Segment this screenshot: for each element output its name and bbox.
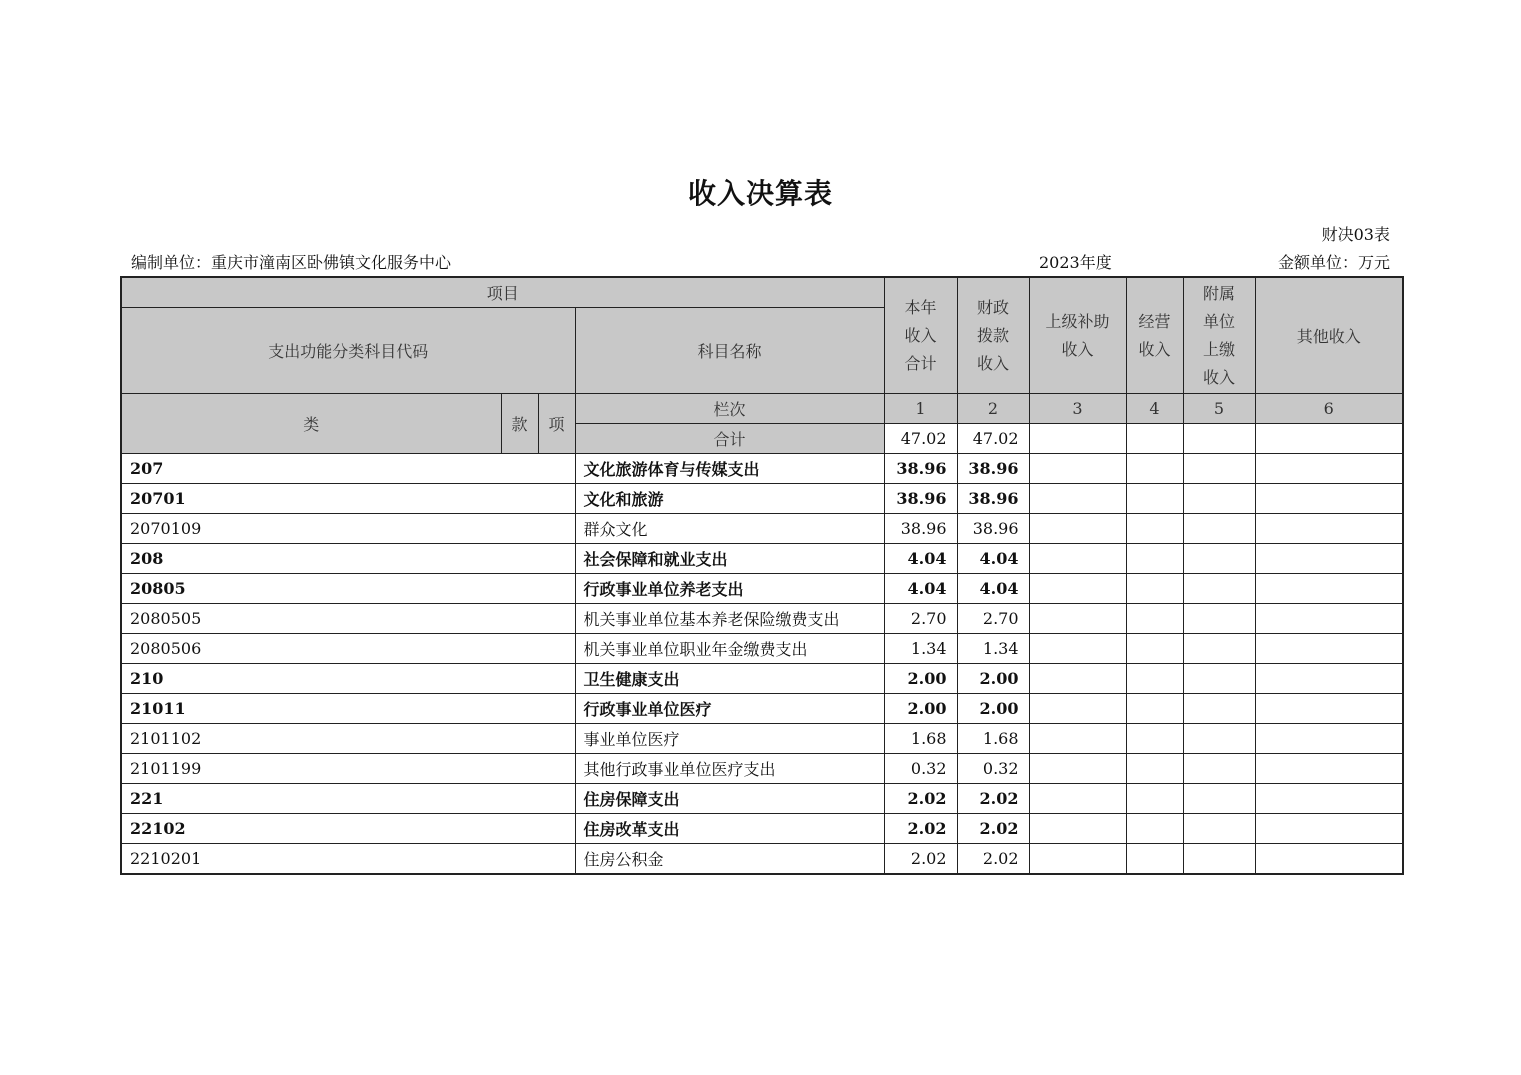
- fiscal-year: 2023年度: [1039, 253, 1112, 272]
- row-subject-name: 社会保障和就业支出: [575, 544, 884, 574]
- row-fiscal-income: 4.04: [957, 544, 1029, 574]
- row-total-income: 1.34: [884, 634, 957, 664]
- row-code: 2101199: [121, 754, 575, 784]
- row-code: 221: [121, 784, 575, 814]
- table-body: [121, 277, 1403, 874]
- table-row: [121, 514, 1403, 544]
- row-subject-name: 群众文化: [575, 514, 884, 544]
- column-number: 2: [957, 394, 1029, 424]
- row-total-income: 38.96: [884, 454, 957, 484]
- row-subject-name: 其他行政事业单位医疗支出: [575, 754, 884, 784]
- row-total-income: 2.02: [884, 844, 957, 875]
- row-subject-name: 住房保障支出: [575, 784, 884, 814]
- row-code: 20701: [121, 484, 575, 514]
- row-subject-name: 行政事业单位医疗: [575, 694, 884, 724]
- row-fiscal-income: 4.04: [957, 574, 1029, 604]
- table-row: [121, 544, 1403, 574]
- header-lei: 类: [121, 394, 501, 454]
- header-kuan: 款: [501, 394, 538, 454]
- total-label: 合计: [575, 424, 884, 454]
- header-total-income: 本年 收入 合计: [884, 277, 957, 394]
- row-fiscal-income: 2.00: [957, 664, 1029, 694]
- row-total-income: 2.00: [884, 694, 957, 724]
- row-total-income: 0.32: [884, 754, 957, 784]
- row-total-income: 2.02: [884, 784, 957, 814]
- row-total-income: 38.96: [884, 484, 957, 514]
- table-row: [121, 634, 1403, 664]
- header-fiscal: 财政 拨款 收入: [957, 277, 1029, 394]
- row-code: 21011: [121, 694, 575, 724]
- table-row: [121, 664, 1403, 694]
- row-code: 22102: [121, 814, 575, 844]
- row-subject-name: 事业单位医疗: [575, 724, 884, 754]
- column-number: 6: [1255, 394, 1403, 424]
- table-row: [121, 604, 1403, 634]
- row-fiscal-income: 2.02: [957, 784, 1029, 814]
- total-fiscal-value: 47.02: [957, 424, 1029, 454]
- table-row: [121, 454, 1403, 484]
- row-total-income: 38.96: [884, 514, 957, 544]
- row-code: 2210201: [121, 844, 575, 875]
- row-subject-name: 住房公积金: [575, 844, 884, 875]
- row-fiscal-income: 38.96: [957, 514, 1029, 544]
- row-subject-name: 文化旅游体育与传媒支出: [575, 454, 884, 484]
- row-subject-name: 文化和旅游: [575, 484, 884, 514]
- table-row: [121, 784, 1403, 814]
- total-income-value: 47.02: [884, 424, 957, 454]
- row-total-income: 2.70: [884, 604, 957, 634]
- form-number: 财决03表: [1321, 225, 1390, 244]
- row-subject-name: 行政事业单位养老支出: [575, 574, 884, 604]
- row-code: 2080505: [121, 604, 575, 634]
- row-code: 2080506: [121, 634, 575, 664]
- row-fiscal-income: 1.34: [957, 634, 1029, 664]
- header-project: 项目: [121, 277, 884, 308]
- header-xiang: 项: [538, 394, 575, 454]
- row-total-income: 2.00: [884, 664, 957, 694]
- row-subject-name: 卫生健康支出: [575, 664, 884, 694]
- row-total-income: 4.04: [884, 544, 957, 574]
- row-subject-name: 机关事业单位职业年金缴费支出: [575, 634, 884, 664]
- row-code: 208: [121, 544, 575, 574]
- row-fiscal-income: 38.96: [957, 484, 1029, 514]
- row-subject-name: 住房改革支出: [575, 814, 884, 844]
- table-row: [121, 814, 1403, 844]
- row-fiscal-income: 2.02: [957, 844, 1029, 875]
- header-superior-subsidy: 上级补助 收入: [1029, 277, 1126, 394]
- row-fiscal-income: 2.02: [957, 814, 1029, 844]
- row-fiscal-income: 0.32: [957, 754, 1029, 784]
- row-code: 20805: [121, 574, 575, 604]
- row-code: 207: [121, 454, 575, 484]
- header-affiliated: 附属 单位 上缴 收入: [1183, 277, 1255, 394]
- header-column-order: 栏次: [575, 394, 884, 424]
- income-table: [120, 276, 1404, 875]
- header-other: 其他收入: [1255, 277, 1403, 394]
- row-total-income: 4.04: [884, 574, 957, 604]
- column-number: 4: [1126, 394, 1183, 424]
- row-code: 210: [121, 664, 575, 694]
- amount-unit: 金额单位：万元: [1277, 253, 1390, 272]
- row-subject-name: 机关事业单位基本养老保险缴费支出: [575, 604, 884, 634]
- reporting-unit: 编制单位：重庆市潼南区卧佛镇文化服务中心: [131, 253, 452, 272]
- table-row: [121, 694, 1403, 724]
- column-number: 3: [1029, 394, 1126, 424]
- table-row: [121, 484, 1403, 514]
- row-code: 2101102: [121, 724, 575, 754]
- header-subject-name: 科目名称: [575, 308, 884, 394]
- row-fiscal-income: 1.68: [957, 724, 1029, 754]
- table-row: [121, 724, 1403, 754]
- row-fiscal-income: 38.96: [957, 454, 1029, 484]
- row-fiscal-income: 2.70: [957, 604, 1029, 634]
- header-operating: 经营 收入: [1126, 277, 1183, 394]
- page-title: 收入决算表: [687, 177, 833, 210]
- row-code: 2070109: [121, 514, 575, 544]
- table-row: [121, 844, 1403, 875]
- row-total-income: 1.68: [884, 724, 957, 754]
- table-row: [121, 754, 1403, 784]
- column-number: 5: [1183, 394, 1255, 424]
- column-number: 1: [884, 394, 957, 424]
- row-total-income: 2.02: [884, 814, 957, 844]
- row-fiscal-income: 2.00: [957, 694, 1029, 724]
- header-code-group: 支出功能分类科目代码: [121, 308, 575, 394]
- table-row: [121, 574, 1403, 604]
